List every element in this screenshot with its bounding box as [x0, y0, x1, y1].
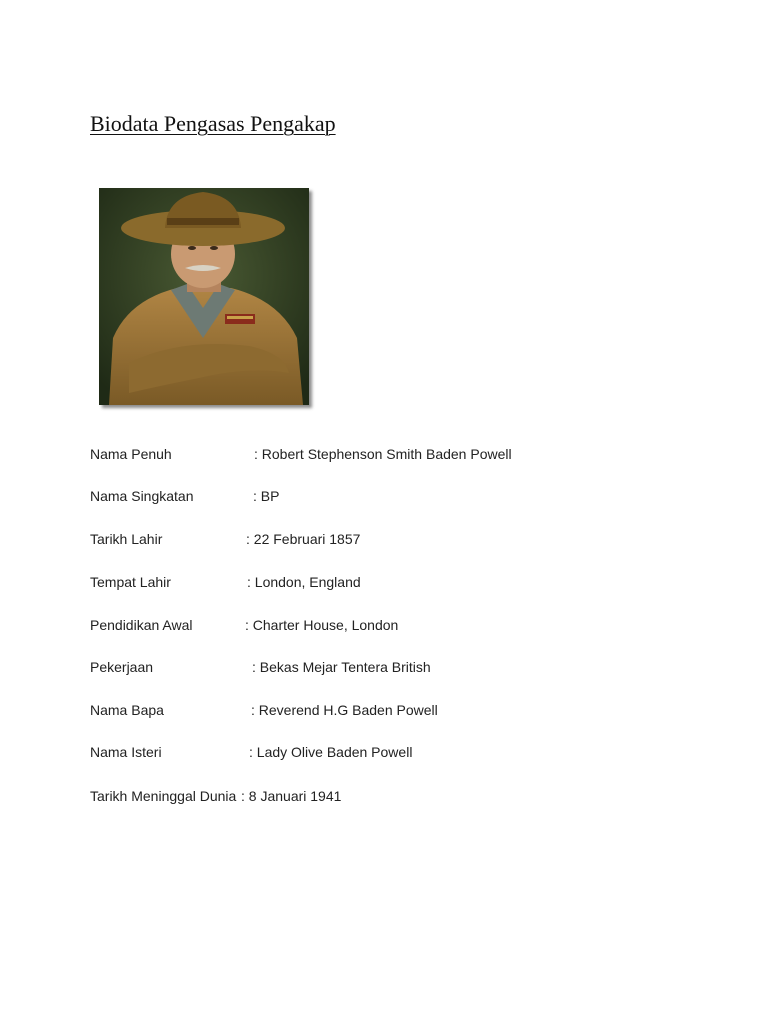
field-label: Nama Singkatan	[90, 488, 194, 504]
field-label: Pendidikan Awal	[90, 617, 193, 633]
field-value: : BP	[253, 488, 280, 504]
field-label: Nama Bapa	[90, 702, 164, 718]
field-value: : Bekas Mejar Tentera British	[252, 659, 431, 675]
field-value: : 8 Januari 1941	[241, 788, 342, 804]
field-value: : Reverend H.G Baden Powell	[251, 702, 438, 718]
field-label: Tempat Lahir	[90, 574, 171, 590]
field-label: Tarikh Meninggal Dunia	[90, 788, 237, 804]
field-label: Tarikh Lahir	[90, 531, 163, 547]
field-value: : 22 Februari 1857	[246, 531, 361, 547]
field-value: : Robert Stephenson Smith Baden Powell	[254, 446, 512, 462]
page-title: Biodata Pengasas Pengakap	[90, 111, 336, 136]
portrait-photo	[99, 188, 309, 405]
field-value: : London, England	[247, 574, 361, 590]
field-label: Nama Isteri	[90, 744, 162, 760]
field-label: Nama Penuh	[90, 446, 172, 462]
field-value: : Charter House, London	[245, 617, 399, 633]
field-value: : Lady Olive Baden Powell	[249, 744, 413, 760]
field-label: Pekerjaan	[90, 659, 154, 675]
portrait-photo-icon	[99, 188, 309, 405]
